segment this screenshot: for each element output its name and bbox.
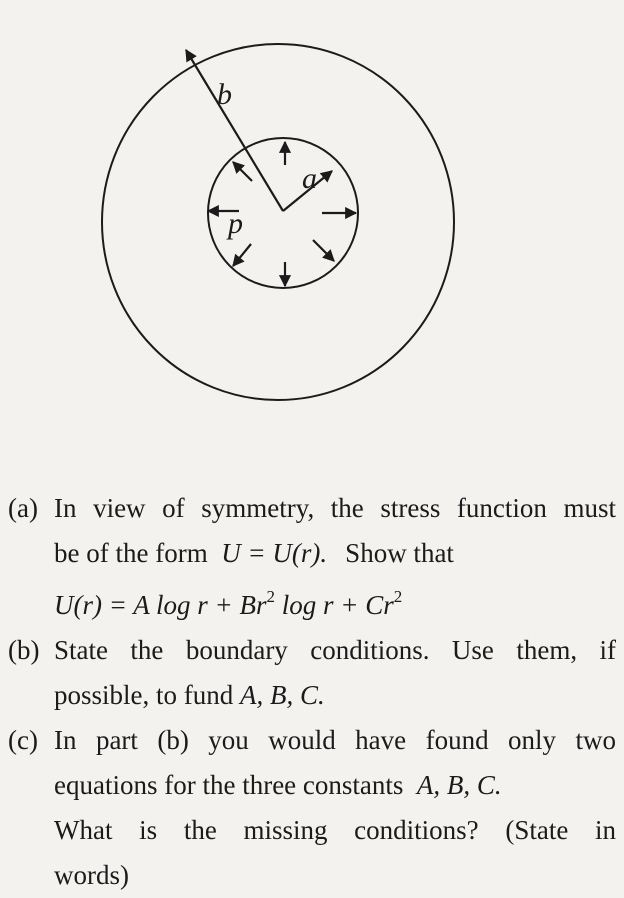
question-b-body [54, 628, 616, 718]
label-p: p [228, 207, 243, 240]
pressure-arrow-bottom-right [313, 240, 334, 261]
question-c-line-3: What is the missing conditions? (State in [54, 815, 616, 845]
label-b: b [217, 78, 232, 111]
stress-function-equation [54, 576, 616, 628]
question-list [8, 486, 616, 898]
equation-lhs: U(r) = A log r + Br [54, 590, 267, 620]
pressure-arrow-top-left [233, 162, 252, 181]
label-a: a [302, 162, 317, 195]
question-b [8, 628, 616, 718]
question-b-line-2 [54, 673, 616, 718]
question-b-constants: A, B, C. [240, 680, 325, 710]
show-that-text: Show that [345, 538, 454, 568]
form-math: U = U(r). [221, 538, 328, 568]
question-a-line-2 [54, 531, 616, 576]
question-c-marker: (c) [8, 725, 38, 755]
question-a-line-2-text: be of the form [54, 538, 208, 568]
equation-sup-2: 2 [393, 587, 403, 606]
question-c-line-2-text: equations for the three constants [54, 770, 404, 800]
question-c [8, 718, 616, 898]
pressure-arrow-bottom-left [233, 244, 251, 266]
equation-mid: log r + Cr [274, 590, 394, 620]
question-c-line-4: words) [54, 860, 129, 890]
question-a-body [54, 486, 616, 628]
question-b-line-1: State the boundary conditions. Use them, if [54, 635, 616, 665]
question-a-marker: (a) [8, 493, 38, 523]
question-c-constants: A, B, C. [416, 770, 502, 800]
question-a [8, 486, 616, 628]
equation-sup-1: 2 [266, 587, 275, 606]
question-b-line-2-text: possible, to fund [54, 680, 234, 710]
question-b-marker: (b) [8, 635, 40, 665]
question-c-body [54, 718, 616, 898]
outer-circle [102, 44, 454, 400]
question-c-line-2 [54, 763, 616, 808]
question-c-line-1: In part (b) you would have found only two [54, 725, 616, 755]
question-a-line-1: In view of symmetry, the stress function must [54, 493, 616, 523]
radius-b-arrow [186, 50, 283, 211]
